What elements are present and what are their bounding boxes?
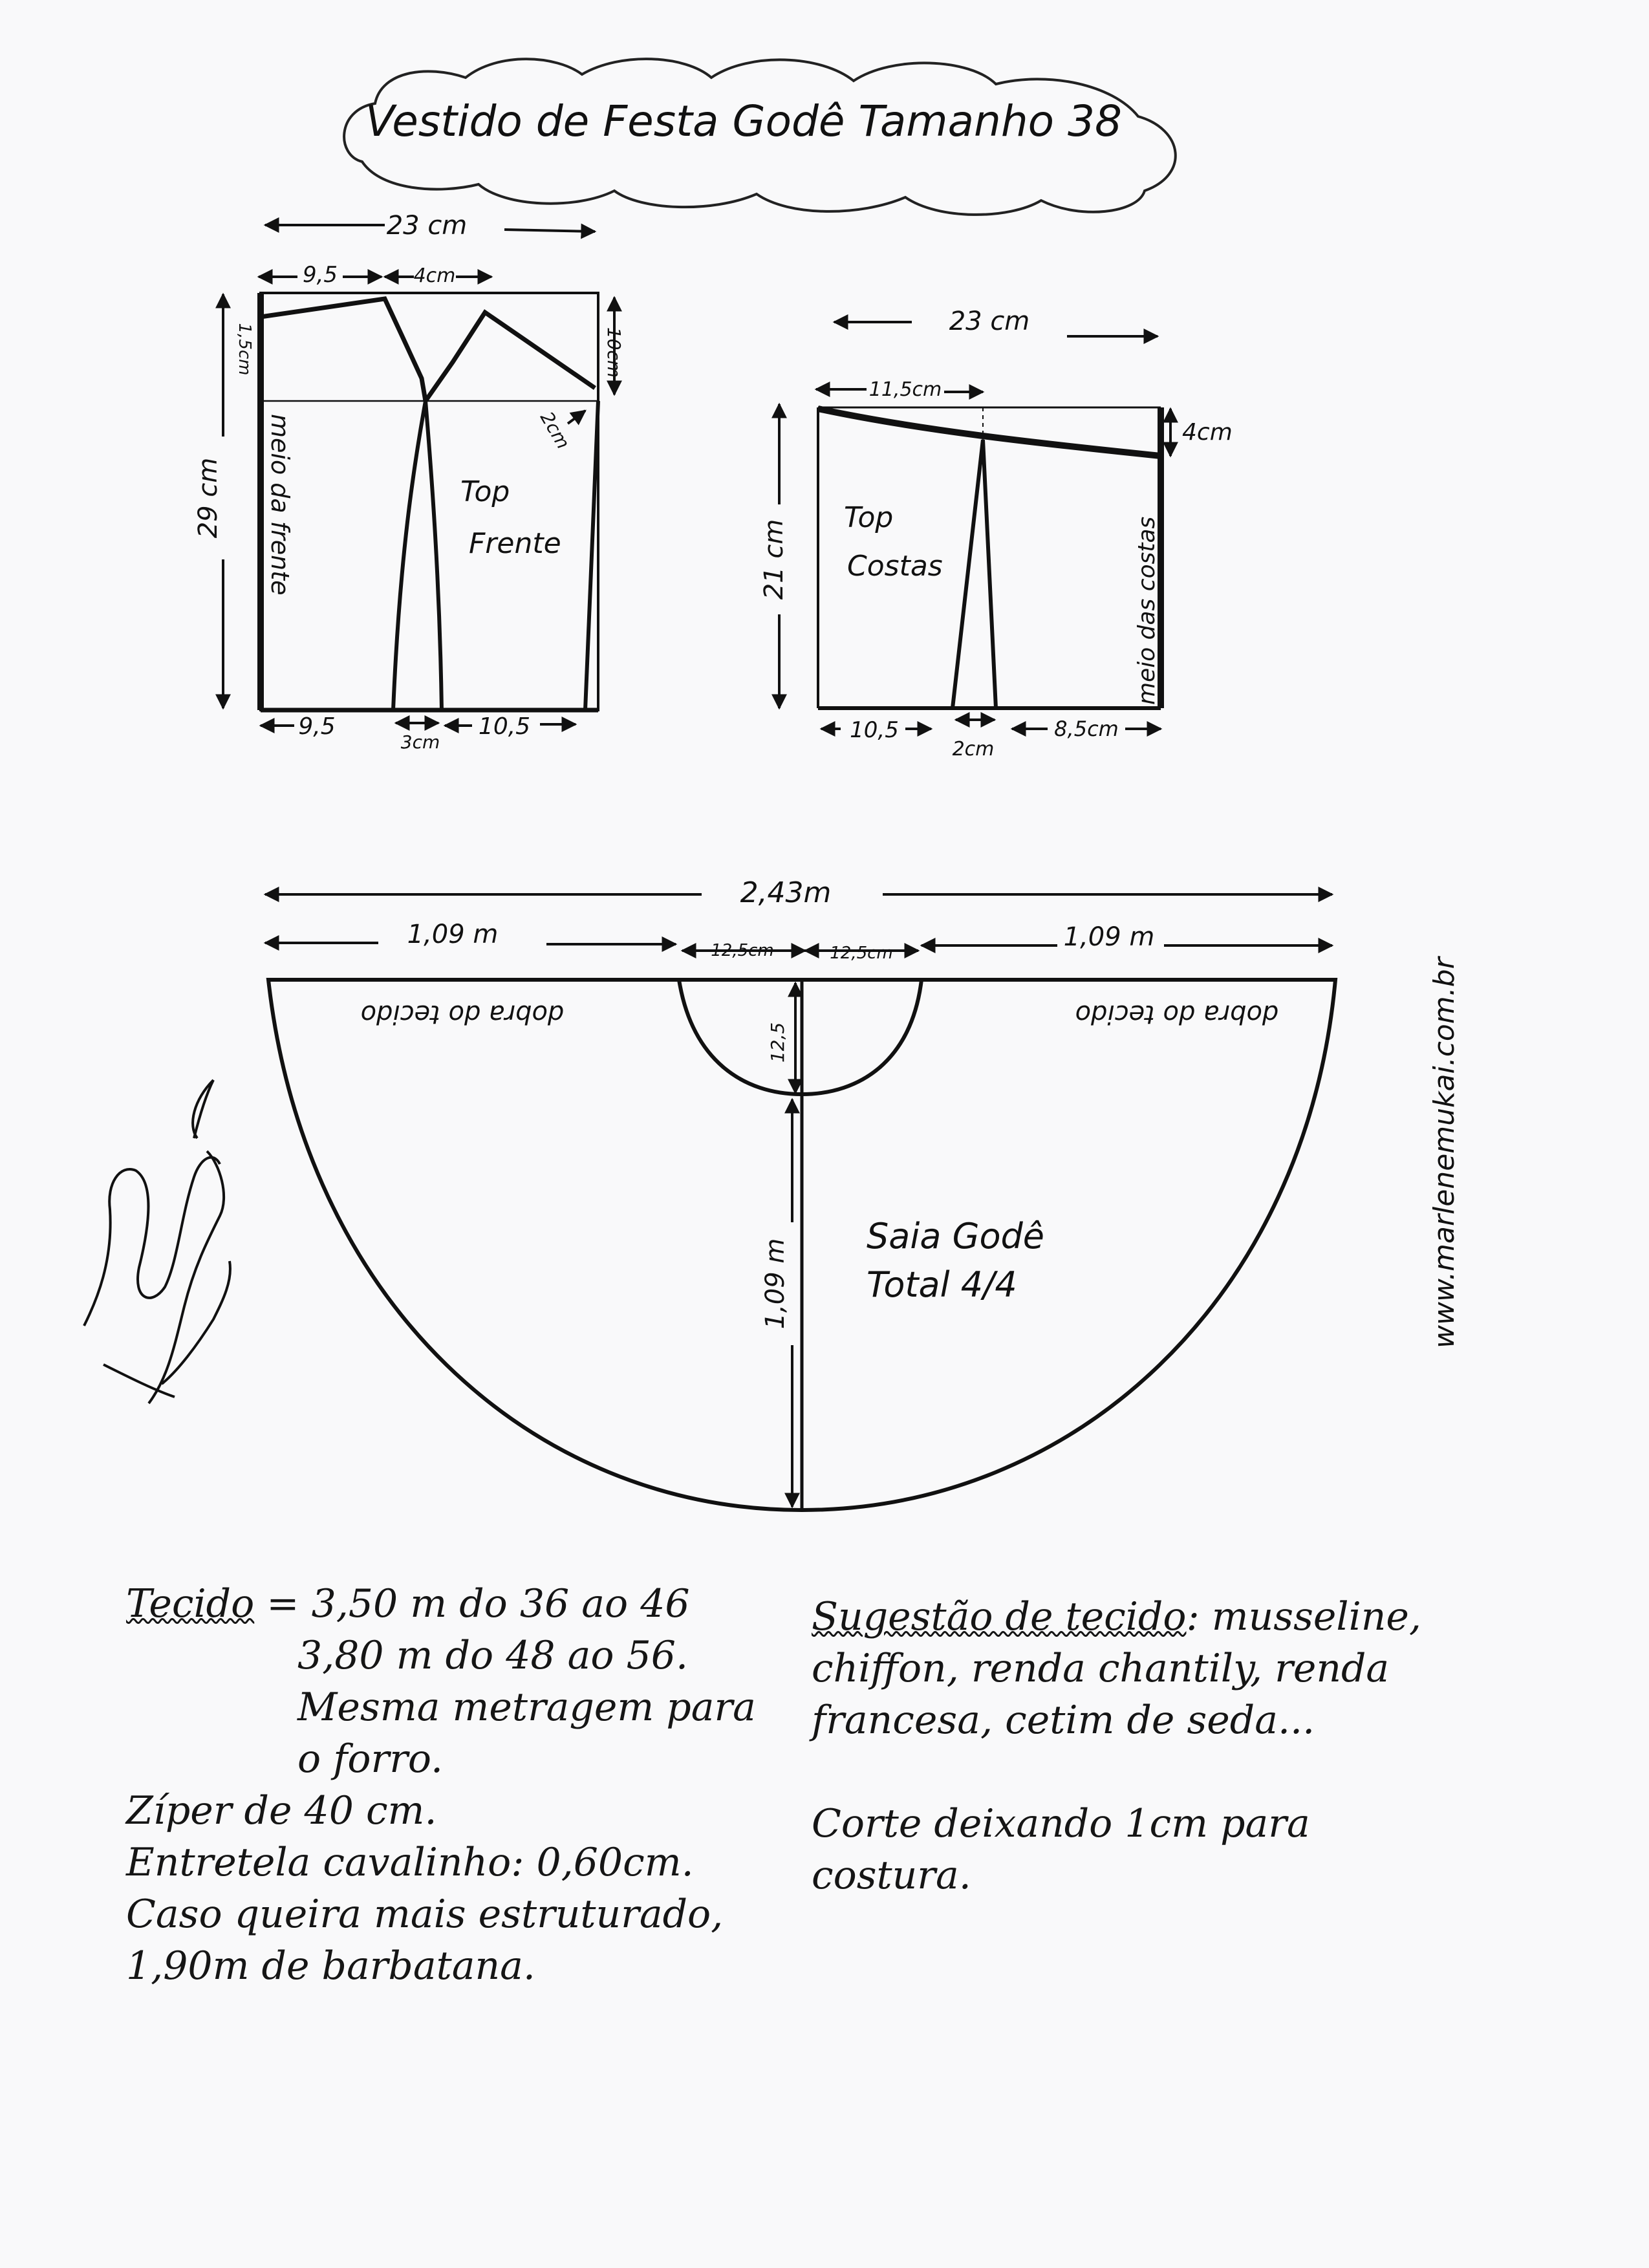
skirt-length-label: 1,09 m — [760, 1238, 790, 1330]
seam-line-2: costura. — [812, 1853, 971, 1898]
suggestion-line-3: francesa, cetim de seda... — [812, 1698, 1315, 1743]
top-frente-label-1: Top — [460, 475, 510, 508]
structure-line-1: Caso queira mais estruturado, — [126, 1892, 724, 1937]
skirt-fold-right-label: dobra do tecido — [1075, 999, 1279, 1029]
top-frente-right-drop-label: 10cm — [603, 327, 625, 378]
fabric-line-3: Mesma metragem para — [297, 1685, 756, 1730]
top-frente-side-label: meio da frente — [266, 414, 294, 596]
skirt-waist-radius-label: 12,5 — [767, 1022, 788, 1063]
top-costas-height-label: 21 cm — [759, 519, 789, 600]
fabric-line-1: = 3,50 m do 36 ao 46 — [266, 1581, 690, 1626]
top-costas-bottom-right-label: 8,5cm — [1054, 717, 1119, 741]
fabric-suggestion-notes — [812, 1591, 1421, 1901]
skirt-fold-left-label: dobra do tecido — [360, 999, 565, 1029]
interfacing-line: Entretela cavalinho: 0,60cm. — [126, 1840, 694, 1885]
suggestion-line-1: : musseline, — [1186, 1594, 1421, 1639]
skirt-dimensions — [265, 894, 1332, 1507]
page-title: Vestido de Festa Godê Tamanho 38 — [365, 96, 1123, 146]
skirt-mid-right-label: 12,5cm — [830, 944, 893, 963]
zipper-line: Zíper de 40 cm. — [126, 1788, 437, 1833]
materials-notes — [126, 1578, 756, 1992]
skirt-right-width-label: 1,09 m — [1063, 922, 1155, 952]
top-frente-left-drop-label: 1,5cm — [235, 323, 254, 376]
fabric-line-2: 3,80 m do 48 ao 56. — [297, 1633, 689, 1678]
title-cloud — [344, 59, 1176, 215]
skirt-left-width-label: 1,09 m — [407, 920, 499, 949]
top-costas-width-label: 23 cm — [949, 307, 1030, 336]
top-costas-label-2: Costas — [847, 550, 943, 583]
top-costas-top-left-label: 11,5cm — [868, 378, 942, 401]
top-frente-top-left-label: 9,5 — [302, 262, 338, 288]
top-costas-bottom-left-label: 10,5 — [850, 717, 899, 743]
top-frente-piece — [261, 293, 598, 710]
top-frente-bottom-right-label: 10,5 — [478, 713, 531, 740]
website-url: www.marlenemukai.com.br — [1428, 957, 1461, 1348]
top-frente-bottom-left-label: 9,5 — [298, 713, 336, 740]
top-frente-label-2: Frente — [469, 527, 561, 560]
skirt-piece — [268, 980, 1335, 1510]
skirt-label-1: Saia Godê — [867, 1216, 1045, 1257]
skirt-total-width-label: 2,43m — [740, 876, 832, 909]
top-costas-side-label: meio das costas — [1134, 516, 1160, 705]
top-frente-dart-label: 2cm — [535, 407, 574, 453]
top-costas-bottom-mid-label: 2cm — [952, 738, 995, 761]
structure-line-2: 1,90m de barbatana. — [126, 1943, 535, 1989]
top-costas-right-drop-label: 4cm — [1182, 419, 1233, 446]
fabric-line-4: o forro. — [297, 1736, 444, 1782]
top-costas-label-1: Top — [844, 501, 894, 534]
suggestion-heading: Sugestão de tecido — [812, 1594, 1187, 1639]
top-frente-height-label: 29 cm — [193, 457, 223, 539]
top-frente-bottom-mid-label: 3cm — [400, 731, 440, 753]
seam-line-1: Corte deixando 1cm para — [812, 1801, 1310, 1846]
skirt-label-2: Total 4/4 — [867, 1264, 1017, 1305]
top-frente-top-mid-label: 4cm — [413, 265, 456, 287]
signature-mark — [84, 1080, 230, 1403]
skirt-mid-left-label: 12,5cm — [711, 941, 774, 960]
fabric-heading: Tecido — [126, 1581, 255, 1626]
suggestion-line-2: chiffon, renda chantily, renda — [812, 1646, 1390, 1691]
top-frente-width-label: 23 cm — [386, 211, 468, 241]
